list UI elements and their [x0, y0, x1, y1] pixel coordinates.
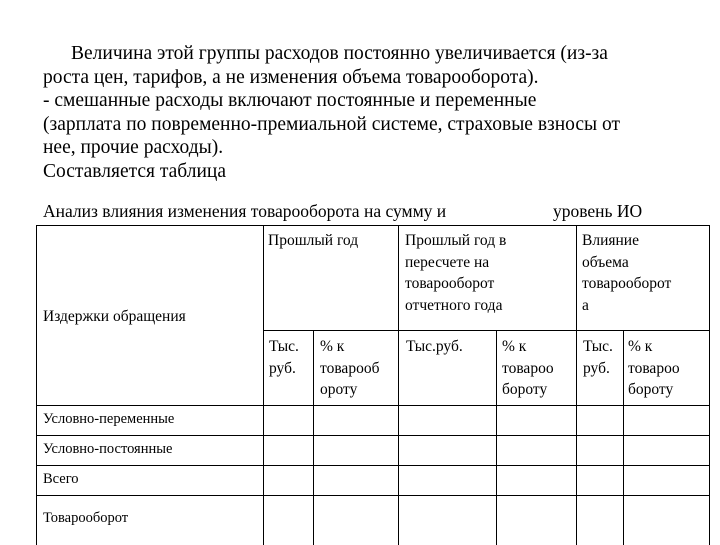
paragraph-line: - смешанные расходы включают постоянные и переменные	[43, 90, 537, 112]
subheader-influence-abs: Тыс. руб.	[583, 338, 613, 377]
col-divider	[263, 225, 264, 545]
col-divider	[623, 330, 624, 545]
table-row-label: Товарооборот	[43, 510, 129, 526]
col-divider	[496, 330, 497, 545]
table-border-right	[709, 225, 710, 545]
col-divider	[576, 225, 577, 545]
row-divider	[36, 405, 710, 406]
paragraph-line: нее, прочие расходы).	[43, 137, 224, 159]
row-divider	[36, 435, 710, 436]
table-caption-left: Анализ влияния изменения товарооборота на сумму и	[43, 201, 447, 221]
col-divider	[398, 225, 399, 545]
subheader-influence-pct: % к товароо бороту	[628, 338, 680, 398]
table-row-label: Условно-переменные	[43, 411, 175, 427]
paragraph-line: Составляется таблица	[43, 160, 226, 182]
col-header-prev-recalc: Прошлый год в пересчете на товарооборот отчетного года	[405, 232, 507, 314]
subheader-recalc-abs: Тыс.руб.	[406, 338, 463, 355]
paragraph-line: Величина этой группы расходов постоянно увеличивается (из-за	[71, 43, 608, 64]
table-caption-right: уровень ИО	[553, 201, 643, 221]
col-header-prev-year: Прошлый год	[268, 232, 359, 249]
analysis-table	[36, 225, 710, 545]
row-divider	[36, 465, 710, 466]
col-header-influence: Влияние объема товарооборот а	[582, 232, 672, 314]
table-border-top	[36, 225, 710, 226]
table-border-left	[36, 225, 37, 545]
paragraph-line: роста цен, тарифов, а не изменения объема товарооборота).	[43, 66, 539, 88]
col-divider	[313, 330, 314, 545]
row-divider	[263, 330, 710, 331]
row-header-cell: Издержки обращения	[43, 308, 186, 325]
row-divider	[36, 495, 710, 496]
paragraph-line: (зарплата по повременно-премиальной системе, страховые взносы от	[43, 113, 621, 135]
table-row-label: Условно-постоянные	[43, 441, 173, 457]
intro-paragraph	[43, 42, 703, 184]
subheader-prev-year-abs: Тыс. руб.	[269, 338, 299, 377]
subheader-prev-year-pct: % к товарооб ороту	[320, 338, 380, 398]
subheader-recalc-pct: % к товароо бороту	[502, 338, 554, 398]
table-row-label: Всего	[43, 471, 79, 487]
